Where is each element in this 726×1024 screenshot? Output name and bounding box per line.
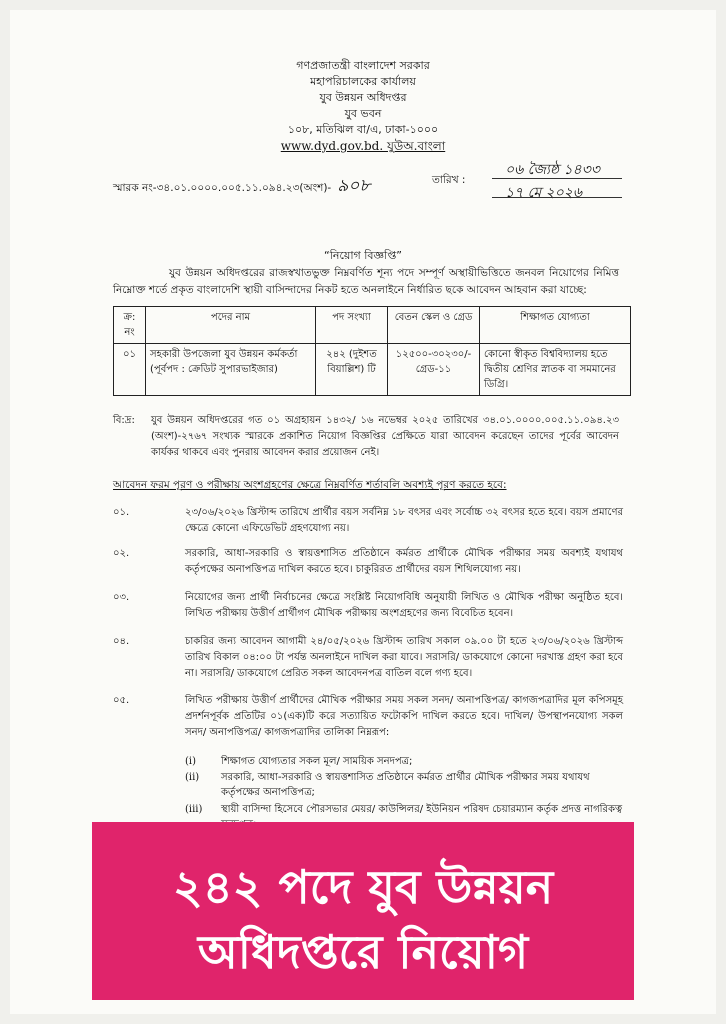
- cell-serial: ০১: [114, 344, 146, 396]
- condition-item: [113, 693, 623, 741]
- condition-text: চাকরির জন্য আবেদন আগামী ২৪/০৫/২০২৬ খ্রিস্টাব্দ তারিখ সকাল ০৯.০০ টা হতে ২৩/০৬/২০২৬ খ্রিস্টাব্দ তারিখ বিকাল ০৪:০০ টা পর্যন্ত অনলাইনে দাখিল করা যাবে। সরাসরি/ ডাকযোগে কোনো দরখাস্ত গ্রহণ করা হবে না। সরাসরি/ ডাকযোগে প্রেরিত সকল আবেদনপত্র বাতিল বলে গণ্য হবে।: [185, 636, 623, 679]
- document-list-number: (ii): [185, 772, 200, 783]
- condition-text: লিখিত পরীক্ষায় উত্তীর্ণ প্রার্থীদের মৌখিক পরীক্ষার সময় সকল সনদ/ অনাপত্তিপত্র/ কাগজপত্রাদির মূল কপিসমূহ প্রদর্শনপূর্বক প্রতিটির ০১(এক)টি করে সত্যায়িত ফটোকপি দাখিল করতে হবে। দাখিল/ উপস্থাপনযোগ্য সকল সনদ/ অনাপত্তিপত্র/ কাগজপত্রাদির তালিকা নিম্নরূপ:: [185, 695, 623, 738]
- header-line-address: ১০৮, মতিঝিল বা/এ, ঢাকা-১০০০: [287, 123, 439, 136]
- cell-post: সহকারী উপজেলা যুব উন্নয়ন কর্মকর্তা (পূর্বপদ : ক্রেডিট সুপারভাইজার): [146, 344, 316, 396]
- condition-item: [113, 546, 623, 578]
- header-line-government: গণপ্রজাতন্ত্রী বাংলাদেশ সরকার: [296, 59, 430, 72]
- document-list-number: (iii): [185, 804, 203, 815]
- condition-text: নিয়োগের জন্য প্রার্থী নির্বাচনের ক্ষেত্রে সংশ্লিষ্ট নিয়োগবিধি অনুযায়ী লিখিত ও মৌখিক পরীক্ষা অনুষ্ঠিত হবে। লিখিত পরীক্ষায় উত্তীর্ণ প্রার্থীগণ মৌখিক পরীক্ষায় অংশগ্রহণের জন্য বিবেচিত হবেন।: [185, 592, 623, 619]
- vacancy-table-header-row: [114, 307, 631, 344]
- condition-item: [113, 590, 623, 622]
- banner-headline-line-2: অধিদপ্তরে নিয়োগ: [197, 925, 529, 979]
- col-header-qualification: শিক্ষাগত যোগ্যতা: [480, 307, 631, 344]
- special-note: [113, 413, 619, 461]
- note-label: বি:দ্র:: [113, 415, 135, 426]
- date-divider: [492, 178, 622, 179]
- memo-handwritten-number: ৯০৮: [337, 176, 371, 196]
- table-row: [114, 344, 631, 396]
- document-list-text: শিক্ষাগত যোগ্যতার সকল মূল/ সাময়িক সনদপত্র;: [221, 756, 413, 767]
- document-list-text: সরকারি, আধা-সরকারি ও স্বায়ত্তশাসিত প্রতিষ্ঠানে কর্মরত প্রার্থীর মৌখিক পরীক্ষার সময় যথাযথ কর্তৃপক্ষের অনাপত্তিপত্র;: [221, 772, 590, 798]
- cell-count: ২৪২ (দুইশত বিয়াল্লিশ) টি: [316, 344, 388, 396]
- banner-headline-line-1: ২৪২ পদে যুব উন্নয়ন: [172, 860, 554, 914]
- condition-number: ০২.: [113, 548, 130, 559]
- notice-title: “নিয়োগ বিজ্ঞপ্তি”: [324, 249, 402, 262]
- condition-number: ০৫.: [113, 695, 130, 706]
- condition-item: [113, 505, 623, 537]
- note-text: যুব উন্নয়ন অধিদপ্তরের গত ০১ অগ্রহায়ন ১৪৩২/ ১৬ নভেম্বর ২০২৫ তারিখের ৩৪.০১.০০০০.০০৫.১১.০৯৪.২৩ (অংশ)-২৭৬৭ সংখ্যক স্মারকে প্রকাশিত নিয়োগ বিজ্ঞপ্তির প্রেক্ষিতে যারা আবেদন করেছেন তাদের পূর্বের আবেদন কার্যকর থাকবে এবং পুনরায় আবেদন করার প্রয়োজন নেই।: [151, 415, 619, 458]
- cell-pay: ১২৫০০-৩০২৩০/- গ্রেড-১১: [388, 344, 480, 396]
- vacancy-table: [113, 306, 631, 396]
- date-label: তারিখ :: [432, 174, 466, 186]
- date-bangla: ০৬ জ্যৈষ্ঠ ১৪৩৩: [505, 162, 600, 178]
- memo-label: স্মারক নং-৩৪.০১.০০০০.০০৫.১১.০৯৪.২৩(অংশ)-: [113, 182, 332, 194]
- col-header-pay: বেতন স্কেল ও গ্রেড: [388, 307, 480, 344]
- condition-item: [113, 634, 623, 682]
- document-list-text: স্থায়ী বাসিন্দা হিসেবে পৌরসভার মেয়র/ কাউন্সিলর/ ইউনিয়ন পরিষদ চেয়ারম্যান কর্তৃক প্রদত্ত নাগরিকত্ব: [221, 804, 623, 815]
- header-website-link[interactable]: www.dyd.gov.bd. যুউঅ.বাংলা: [280, 139, 446, 153]
- cell-qualification: কোনো স্বীকৃত বিশ্ববিদ্যালয় হতে দ্বিতীয় শ্রেণির স্নাতক বা সমমানের ডিগ্রি।: [480, 344, 631, 396]
- memo-reference: [113, 173, 370, 201]
- document-list-item: [185, 770, 625, 800]
- col-header-count: পদ সংখ্যা: [316, 307, 388, 344]
- condition-number: ০৩.: [113, 592, 130, 603]
- condition-text: সরকারি, আধা-সরকারি ও স্বায়ত্তশাসিত প্রতিষ্ঠানে কর্মরত প্রার্থীকে মৌখিক পরীক্ষার সময় অবশ্যই যথাযথ কর্তৃপক্ষের অনাপত্তিপত্র দাখিল করতে হবে। চাকুরিরত প্রার্থীদের বয়স শিথিলযোগ্য নয়।: [185, 548, 623, 575]
- condition-number: ০৪.: [113, 636, 130, 647]
- condition-text: ২৩/০৬/২০২৬ খ্রিস্টাব্দ তারিখে প্রার্থীর বয়স সর্বনিম্ন ১৮ বৎসর এবং সর্বোচ্চ ৩২ বৎসর হতে হবে। বয়স প্রমাণের ক্ষেত্রে কোনো এফিডেভিট গ্রহণযোগ্য নয়।: [185, 507, 623, 534]
- headline-banner: [92, 822, 634, 1000]
- header-line-office: মহাপরিচালকের কার্যালয়: [310, 75, 416, 88]
- col-header-post: পদের নাম: [146, 307, 316, 344]
- condition-number: ০১.: [113, 507, 130, 518]
- notice-intro: যুব উন্নয়ন অধিদপ্তরের রাজস্বখাতভুক্ত নিম্নবর্ণিত শূন্য পদে সম্পূর্ণ অস্থায়ীভিত্তিতে জনবল নিয়োগের নিমিত্ত নিম্নোক্ত শর্তে প্রকৃত বাংলাদেশি স্থায়ী বাসিন্দাদের নিকট হতে অনলাইনে নির্ধারিত ছকে আবেদন আহবান করা যাচ্ছে:: [113, 267, 619, 296]
- date-english: ১৭ মে ২০২৬: [505, 185, 582, 201]
- document-list-number: (i): [185, 756, 197, 767]
- office-header: [0, 58, 726, 154]
- col-header-serial: ক্র: নং: [114, 307, 146, 344]
- conditions-heading: আবেদন ফরম পূরণ ও পরীক্ষায় অংশগ্রহণের ক্ষেত্রে নিম্নবর্ণিত শর্তাবলি অবশ্যই পূরণ করতে হবে:: [113, 479, 507, 491]
- document-list-item: [185, 754, 625, 769]
- date-underline: [492, 197, 622, 198]
- header-line-department: যুব উন্নয়ন অধিদপ্তর: [319, 91, 407, 104]
- header-line-building: যুব ভবন: [344, 107, 382, 120]
